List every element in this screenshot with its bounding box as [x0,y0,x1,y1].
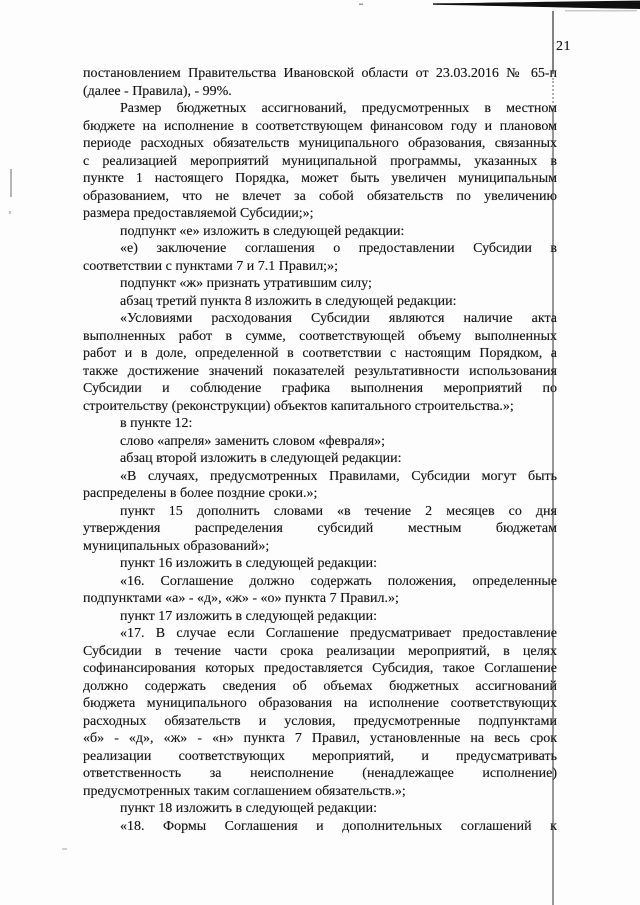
scan-streak-shape [433,1,640,9]
paragraph [83,275,557,293]
paragraph [83,310,557,415]
text-line: подпунктами «а» - «д», «ж» - «о» пункта 7 Правил.»; [83,591,399,606]
text-line: «Условиями расходования Субсидии являются наличие акта [120,311,557,326]
paragraph [83,293,557,311]
text-line: подпункт «е» изложить в следующей редакции: [120,223,405,239]
paragraph [83,468,557,503]
scan-artifact-left-dash [10,169,12,197]
text-line: «В случаях, предусмотренных Правилами, Субсидии могут быть [120,468,557,484]
text-line: работ и в доле, определенной в соответствии с настоящим Порядком, а [83,346,557,361]
text-line: «б» - «д», «ж» - «н» пункта 7 Правил, установленные на весь срок [83,731,557,746]
paragraph [83,415,557,433]
text-line: периоде расходных обязательств муниципального образования, связанных [83,136,557,151]
text-line: утверждения распределения субсидий местным бюджетам [83,521,557,536]
document-text [83,65,557,835]
text-line: выполненных работ в сумме, соответствующей объему выполненных [83,328,557,344]
paragraph [83,65,557,100]
paragraph [83,625,557,800]
paragraph [83,573,557,608]
scan-dot [359,4,363,6]
text-line: подпункт «ж» признать утратившим силу; [120,276,372,291]
text-line: «17. В случае если Соглашение предусматривает предоставление [120,626,557,641]
text-line: соответствии с пунктами 7 и 7.1 Правил;»; [83,258,338,274]
text-line: ответственность за неисполнение (ненадлежащее исполнение) [83,766,557,781]
paragraph [83,818,557,836]
text-line: пункт 18 изложить в следующей редакции: [120,801,377,816]
paragraph [83,100,557,223]
text-line: слово «апреля» заменить словом «февраля»; [120,433,386,449]
text-line: «18. Формы Соглашения и дополнительных соглашений к [120,818,557,834]
text-line: расходных обязательств и условия, предусмотренные подпунктами [83,713,557,729]
text-line: «16. Соглашение должно содержать положения, определенные [120,573,557,589]
text-line: абзац второй изложить в следующей редакции: [120,451,402,466]
text-line: абзац третий пункта 8 изложить в следующей редакции: [120,293,457,309]
text-line: реализации соответствующих мероприятий, и предусматривать [83,748,557,764]
scan-streak-echo [565,10,637,12]
page-number: 21 [556,39,571,54]
paragraph [83,800,557,818]
text-line: софинансирования которых предоставляется Субсидия, такое Соглашение [83,661,557,676]
paragraph [83,450,557,468]
text-line: с реализацией мероприятий муниципальной программы, указанных в [83,153,557,169]
text-line: пункт 16 изложить в следующей редакции: [120,556,377,571]
text-line: муниципальных образований»; [83,538,270,554]
paragraph [83,608,557,626]
scan-artifact-bottom-dash [62,848,67,850]
text-line: предусмотренных таким соглашением обязательств.»; [83,783,406,799]
text-line: должно содержать сведения об объемах бюджетных ассигнований [83,678,557,694]
paragraph [83,240,557,275]
text-line: образованием, что не влечет за собой обязательств по увеличению [83,188,557,204]
text-line: Субсидии в течение части срока реализации мероприятий, в целях [83,643,557,659]
paragraph [83,223,557,241]
text-line: Субсидии и соблюдение графика выполнения мероприятий по [83,381,557,396]
text-line: «е) заключение соглашения о предоставлении Субсидии в [120,241,557,256]
text-line: распределены в более поздние сроки.»; [83,486,318,501]
paragraph [83,503,557,556]
text-line: постановлением Правительства Ивановской области от 23.03.2016 № 65-п [83,66,557,81]
text-line: строительству (реконструкции) объектов капитального строительства.»; [83,398,514,414]
text-line: бюджета муниципального образования на исполнение соответствующих [83,696,557,711]
text-line: размера предоставляемой Субсидии;»; [83,206,314,221]
text-line: пункт 17 изложить в следующей редакции: [120,608,377,624]
text-line: Размер бюджетных ассигнований, предусмотренных в местном [120,101,557,116]
paragraph [83,433,557,451]
text-line: пункте 1 настоящего Порядка, может быть увеличен муниципальным [83,171,557,186]
paragraph [83,555,557,573]
scan-artifact-left-dot [9,211,11,214]
text-line: бюджете на исполнение в соответствующем финансовом году и плановом [83,118,557,134]
text-line: (далее - Правила), - 99%. [83,83,232,99]
text-line: также достижение значений показателей результативности использования [83,363,557,379]
text-line: в пункте 12: [120,416,193,431]
text-line: пункт 15 дополнить словами «в течение 2 месяцев со дня [120,503,557,519]
scan-artifact-top-edge-icon [0,0,640,18]
